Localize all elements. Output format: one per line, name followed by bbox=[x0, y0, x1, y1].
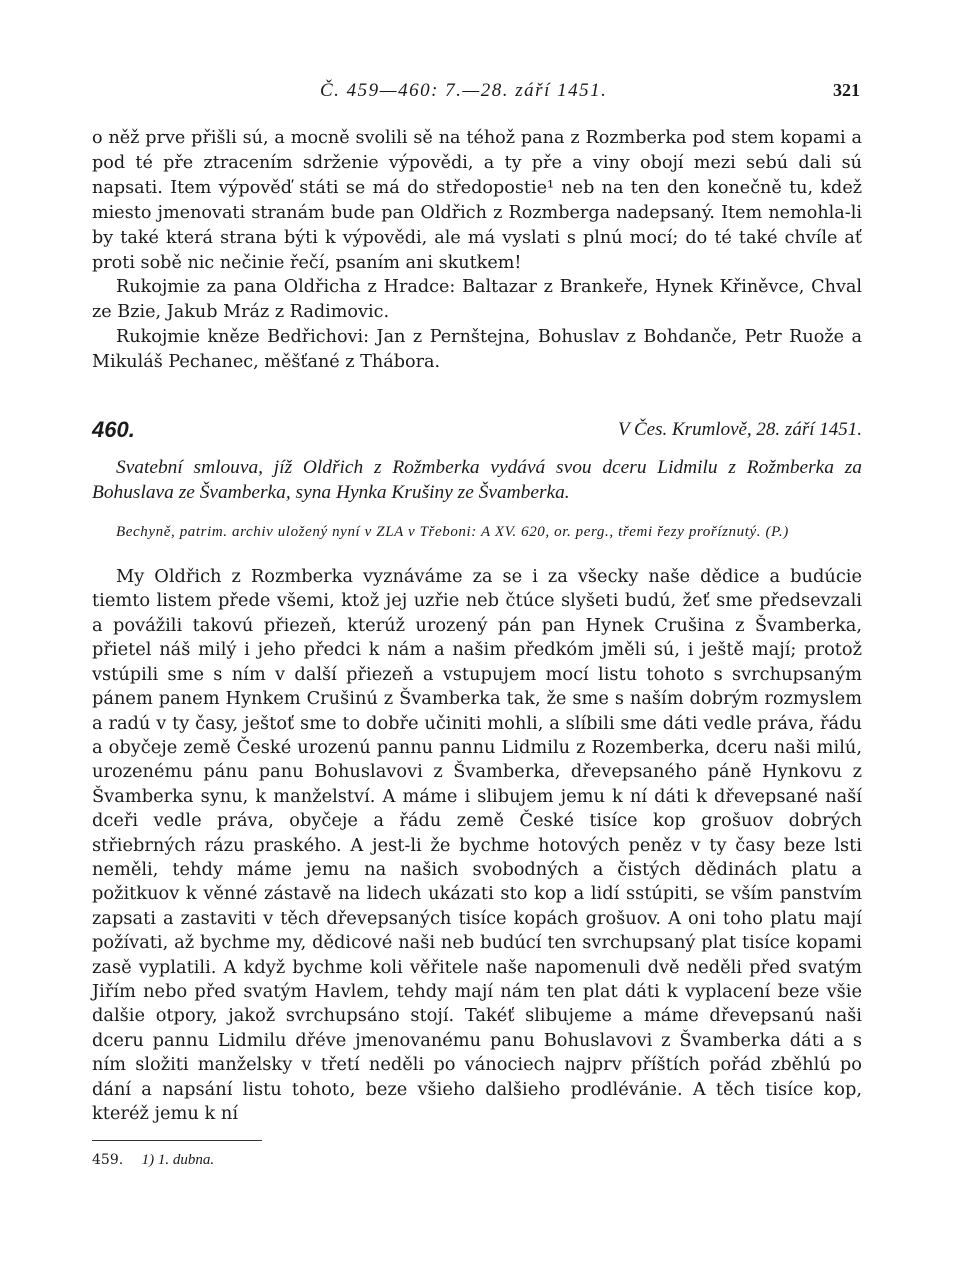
doc459-paragraph-main: o něž prve přišli sú, a mocně svolili sě na téhož pana z Rozmberka pod stem kopami a pod té pře ztracením sdrženie výpovědi, a ty pře a viny obojí mezi sebú dali sú napsati. Item výpověď státi se má do středopostie¹ neb na ten den konečně tu, kdež miesto jmenovati stranám bude pan Oldřich z Rozmberga nadepsaný. Item nemohla-li by také která strana býti k výpovědi, ale má vyslati s plnú mocí; do té také chvíle ať proti sobě nic nečinie řečí, psaním ani skutkem! bbox=[92, 128, 862, 273]
footnote-divider bbox=[92, 1140, 262, 1141]
page-number: 321 bbox=[833, 80, 860, 100]
doc459-hostages-bedrich: Rukojmie kněze Bedřichovi: Jan z Pernštejna, Bohuslav z Bohdanče, Petr Ruože a Mikuláš Pechanec, měšťané z Thábora. bbox=[92, 327, 862, 373]
footnote bbox=[92, 1151, 862, 1169]
doc460-source-note: Bechyně, patrim. archiv uložený nyní v ZLA v Třeboni: A XV. 620, or. perg., třemi řezy proříznutý. (P.) bbox=[116, 524, 789, 541]
footnote-text: 1) 1. dubna. bbox=[141, 1152, 215, 1169]
doc460-number: 460. bbox=[92, 417, 135, 443]
doc460-body: My Oldřich z Rozmberka vyznáváme za se i za všecky naše dědice a budúcie tiemto listem přede všemi, ktož jej uzřie neb čtúce slyšeti budú, žeť sme předsevzali a povážili takovú přiezeň, kterúž urozený pán pan Hynek Crušina z Švamberka, přietel náš milý i jeho předci k nám a našim předkóm jměli sú, i ještě mají; protož vstúpili sme s ním v další přiezeň a vstupujem mocí listu tohoto s svrchupsaným pánem panem Hynkem Crušinú z Švamberka tak, že sme s naším dobrým rozmyslem a radú v ty časy, ještoť sme to dobře učiniti mohli, a slíbili sme dáti vedle práva, řádu a obyčeje země České urozenú pannu pannu Lidmilu z Rozemberka, dceru naši milú, urozenému pánu panu Bohuslavovi z Švamberka, dřevepsaného páně Hynkovu z Švamberka synu, k manželství. A máme i slibujem jemu k ní dáti k dřevepsané naší dceři vedle práva, obyčeje a řádu země České tisíce kop grošuov dobrých střiebrných rázu praského. A jest-li že bychme hotových peněz v ty časy beze lsti neměli, tehdy máme jemu na našich svobodných a čistých dědinách platu a požitkuov k věnné zástavě na lidech ukázati sto kop a lidí sstúpiti, se vším panstvím zapsati a zastaviti v těch dřevepsaných tisíce kopách grošuov. A oni toho platu mají požívati, až bychme my, dědicové naši neb budúcí ten svrchupsaný plat tisíce kopami zasě vyplatili. A když bychme koli věřitele naše napomenuli dvě neděli před svatým Jiřím nebo před svatým Havlem, tehdy mají nám ten plat dáti k vyplacení beze všie dalšie otpory, jakož svrchupsáno stojí. Takéť slibujeme a máme dřevepsanú naši dceru pannu Lidmilu dřéve jmenovanému panu Bohuslavovi z Švamberka dáti a s ním složiti manželsky v třetí neděli po vánociech najprv příštích pořád zběhlú po dání a napsání listu tohoto, beze všieho dalšieho prodlévánie. A těch tisíce kop, kteréž jemu k ní bbox=[92, 566, 862, 1124]
doc460-header bbox=[92, 417, 862, 445]
doc460-regest: Svatební smlouva, jíž Oldřich z Rožmberka vydává svou dceru Lidmilu z Rožmberka za Bohuslava ze Švamberka, syna Hynka Krušiny ze Švamberka. bbox=[92, 457, 862, 504]
footnote-ref: 459. bbox=[92, 1152, 124, 1169]
running-head bbox=[92, 76, 862, 106]
document-page bbox=[92, 76, 862, 1169]
doc459-hostages-oldrich: Rukojmie za pana Oldřicha z Hradce: Baltazar z Brankeře, Hynek Křiněvce, Chval ze Bzie, Jakub Mráz z Radimovic. bbox=[92, 277, 862, 323]
running-head-title: Č. 459—460: 7.—28. září 1451. bbox=[320, 80, 608, 101]
doc460-place-date: V Čes. Krumlově, 28. září 1451. bbox=[617, 419, 862, 441]
